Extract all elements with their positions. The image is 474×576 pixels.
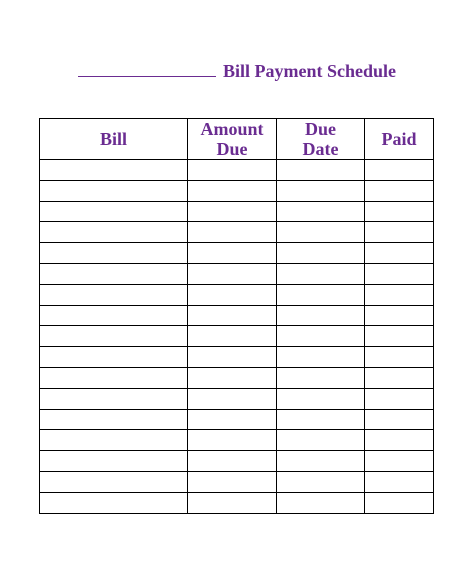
table-cell-paid [365, 471, 434, 492]
table-cell-due-date [277, 305, 365, 326]
table-cell-amount-due [188, 284, 277, 305]
table-cell-paid [365, 430, 434, 451]
column-header-bill-text: Bill [99, 129, 127, 149]
table-cell-amount-due [188, 160, 277, 181]
column-header-due-date [277, 119, 365, 160]
table-cell-paid [365, 284, 434, 305]
table-row [40, 409, 434, 430]
table-cell-paid [365, 492, 434, 513]
table-cell-due-date [277, 263, 365, 284]
table-cell-due-date [277, 451, 365, 472]
table-row [40, 326, 434, 347]
table-cell-paid [365, 367, 434, 388]
table-row [40, 367, 434, 388]
table-cell-paid [365, 347, 434, 368]
table-row [40, 492, 434, 513]
table-cell-due-date [277, 430, 365, 451]
table-cell-paid [365, 451, 434, 472]
table-cell-bill [40, 451, 188, 472]
table-row [40, 180, 434, 201]
table-cell-paid [365, 180, 434, 201]
table-cell-bill [40, 409, 188, 430]
table-cell-due-date [277, 492, 365, 513]
table-cell-paid [365, 201, 434, 222]
table-row [40, 222, 434, 243]
name-blank-line [78, 76, 216, 77]
table-cell-paid [365, 243, 434, 264]
table-cell-due-date [277, 160, 365, 181]
table-cell-amount-due [188, 180, 277, 201]
table-cell-bill [40, 263, 188, 284]
column-header-due-date-line1: Due [305, 119, 336, 139]
column-header-amount-due [188, 119, 277, 160]
table-row [40, 284, 434, 305]
table-cell-bill [40, 160, 188, 181]
table-cell-amount-due [188, 492, 277, 513]
table-cell-due-date [277, 388, 365, 409]
table-cell-bill [40, 430, 188, 451]
table-cell-due-date [277, 222, 365, 243]
table-cell-bill [40, 222, 188, 243]
column-header-paid [365, 119, 434, 160]
table-cell-bill [40, 243, 188, 264]
table-cell-paid [365, 222, 434, 243]
table-row [40, 243, 434, 264]
table-cell-amount-due [188, 409, 277, 430]
table-cell-bill [40, 180, 188, 201]
table-cell-amount-due [188, 430, 277, 451]
table-cell-amount-due [188, 451, 277, 472]
table-cell-bill [40, 201, 188, 222]
table-cell-amount-due [188, 347, 277, 368]
table-row [40, 305, 434, 326]
column-header-amount-due-line1: Amount [200, 119, 264, 139]
table-cell-amount-due [188, 471, 277, 492]
table-cell-amount-due [188, 201, 277, 222]
table-cell-amount-due [188, 305, 277, 326]
table-cell-amount-due [188, 388, 277, 409]
column-header-paid-text: Paid [381, 129, 417, 149]
table-cell-due-date [277, 367, 365, 388]
table-cell-bill [40, 492, 188, 513]
table-cell-bill [40, 388, 188, 409]
table-cell-due-date [277, 243, 365, 264]
table-body [40, 160, 434, 514]
table-cell-amount-due [188, 367, 277, 388]
table-cell-paid [365, 305, 434, 326]
table-cell-due-date [277, 471, 365, 492]
table-cell-due-date [277, 284, 365, 305]
table-cell-due-date [277, 409, 365, 430]
table-cell-due-date [277, 201, 365, 222]
table-cell-amount-due [188, 243, 277, 264]
table-cell-bill [40, 305, 188, 326]
table-cell-due-date [277, 326, 365, 347]
bill-payment-table [39, 118, 434, 514]
table-cell-amount-due [188, 263, 277, 284]
table-row [40, 388, 434, 409]
table-cell-bill [40, 284, 188, 305]
table-cell-bill [40, 347, 188, 368]
table-cell-paid [365, 326, 434, 347]
table-cell-due-date [277, 347, 365, 368]
title-row [78, 56, 396, 80]
table-cell-paid [365, 263, 434, 284]
table-cell-paid [365, 388, 434, 409]
table-cell-paid [365, 160, 434, 181]
table-row [40, 347, 434, 368]
table-cell-bill [40, 471, 188, 492]
table-cell-bill [40, 326, 188, 347]
table-cell-amount-due [188, 222, 277, 243]
table-row [40, 430, 434, 451]
table-row [40, 160, 434, 181]
page-title: Bill Payment Schedule [223, 61, 397, 81]
table-header-row [40, 119, 434, 160]
table-cell-paid [365, 409, 434, 430]
table-cell-due-date [277, 180, 365, 201]
table-row [40, 451, 434, 472]
table-cell-bill [40, 367, 188, 388]
column-header-due-date-line2: Date [302, 139, 339, 159]
table-cell-amount-due [188, 326, 277, 347]
table-row [40, 201, 434, 222]
table-row [40, 471, 434, 492]
column-header-bill [40, 119, 188, 160]
column-header-amount-due-line2: Due [216, 139, 248, 159]
table-row [40, 263, 434, 284]
